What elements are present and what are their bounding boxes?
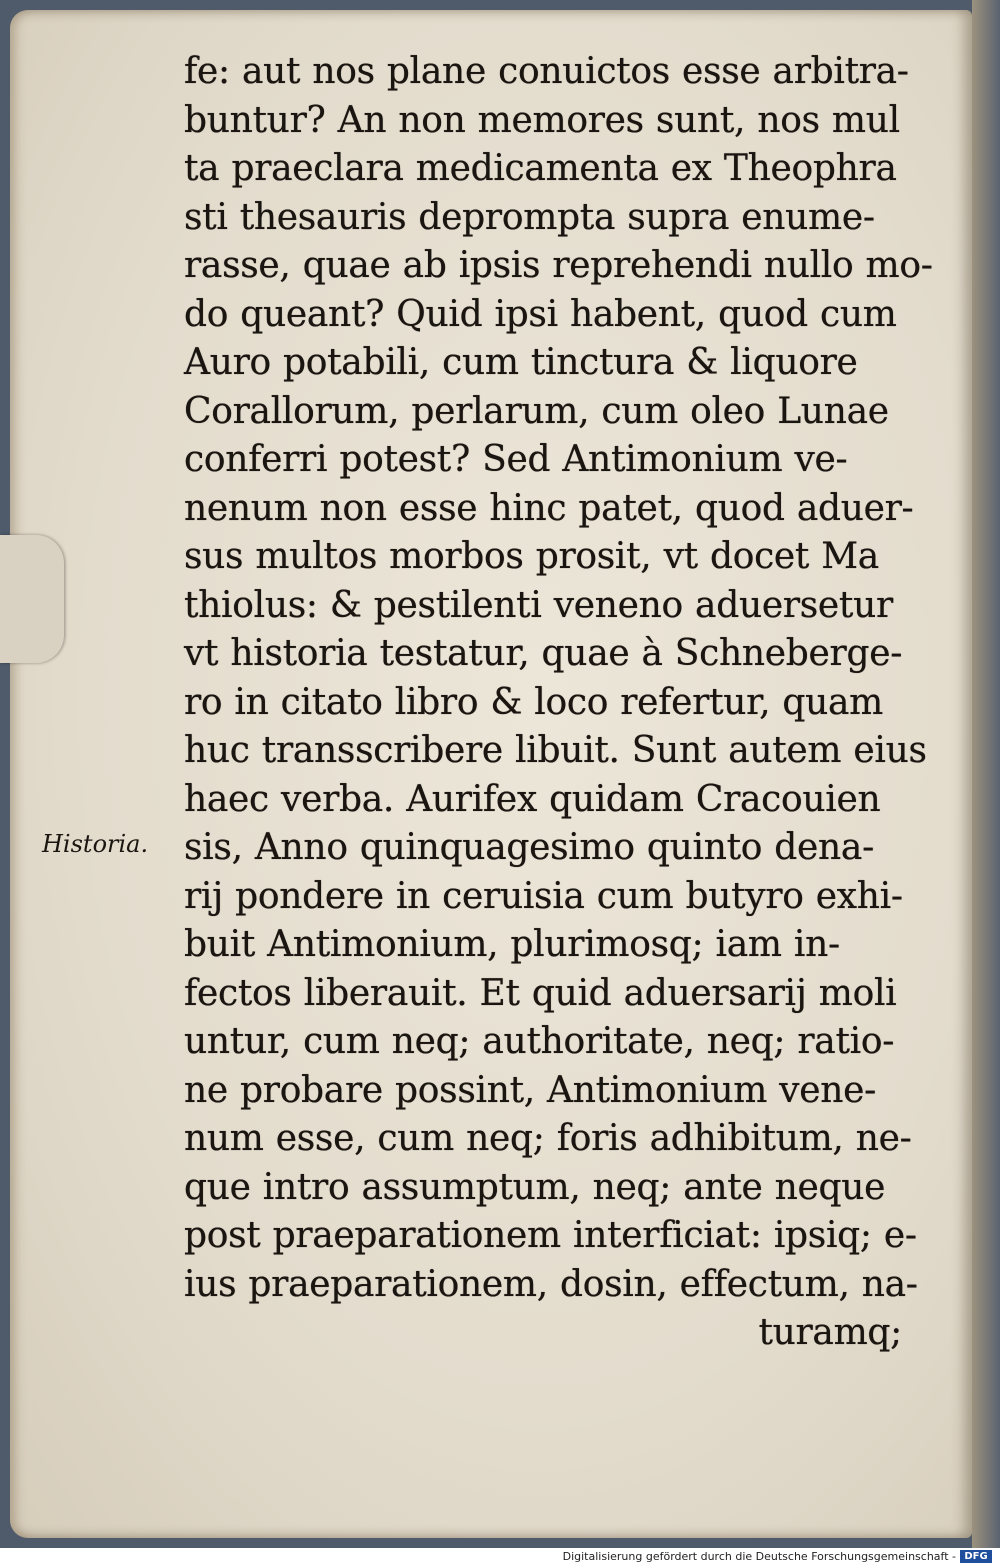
page-tab: [0, 535, 64, 663]
text-line: huc transscribere libuit. Sunt autem eius: [184, 730, 927, 771]
text-line: Auro potabili, cum tinctura & liquore: [184, 342, 858, 383]
text-line: ius praeparationem, dosin, effectum, na-: [184, 1263, 918, 1305]
text-line: sti thesauris deprompta supra enume-: [184, 196, 875, 238]
funding-footer: Digitalisierung gefördert durch die Deutsche Forschungsgemeinschaft -: [562, 1550, 956, 1563]
text-line: rij pondere in ceruisia cum butyro exhi-: [184, 875, 903, 917]
text-line: nenum non esse hinc patet, quod aduer-: [184, 487, 914, 529]
text-line: ta praeclara medicamenta ex Theophra: [184, 148, 897, 189]
text-line: conferri potest? Sed Antimonium ve-: [184, 439, 848, 480]
margin-note: Historia.: [42, 830, 149, 858]
text-line: rasse, quae ab ipsis reprehendi nullo mo-: [184, 245, 933, 286]
text-line: fe: aut nos plane conuictos esse arbitra-: [184, 51, 909, 92]
text-line: num esse, cum neq; foris adhibitum, ne-: [184, 1118, 912, 1159]
text-line: buit Antimonium, plurimosq; iam in-: [184, 924, 840, 965]
catchword: turamq;: [758, 1312, 902, 1353]
text-line: buntur? An non memores sunt, nos mul: [184, 99, 900, 141]
text-line: Corallorum, perlarum, cum oleo Lunae: [184, 390, 889, 432]
book-gutter: [972, 0, 1000, 1548]
text-line: fectos liberauit. Et quid aduersarij moli: [184, 972, 897, 1014]
text-line: que intro assumptum, neq; ante neque: [184, 1166, 886, 1208]
dfg-logo: DFG: [960, 1550, 992, 1563]
body-text: [184, 48, 944, 1358]
text-line: sis, Anno quinquagesimo quinto dena-: [184, 827, 874, 868]
text-line: post praeparationem interficiat: ipsiq; e-: [184, 1215, 917, 1256]
text-line: thiolus: & pestilenti veneno aduersetur: [184, 584, 893, 626]
text-line: do queant? Quid ipsi habent, quod cum: [184, 293, 897, 335]
text-line: sus multos morbos prosit, vt docet Ma: [184, 536, 879, 577]
text-line: haec verba. Aurifex quidam Cracouien: [184, 778, 881, 820]
text-line: vt historia testatur, quae à Schneberge-: [184, 633, 903, 674]
text-line: ne probare possint, Antimonium vene-: [184, 1069, 876, 1111]
text-line: untur, cum neq; authoritate, neq; ratio-: [184, 1021, 895, 1062]
text-line: ro in citato libro & loco refertur, quam: [184, 681, 883, 723]
